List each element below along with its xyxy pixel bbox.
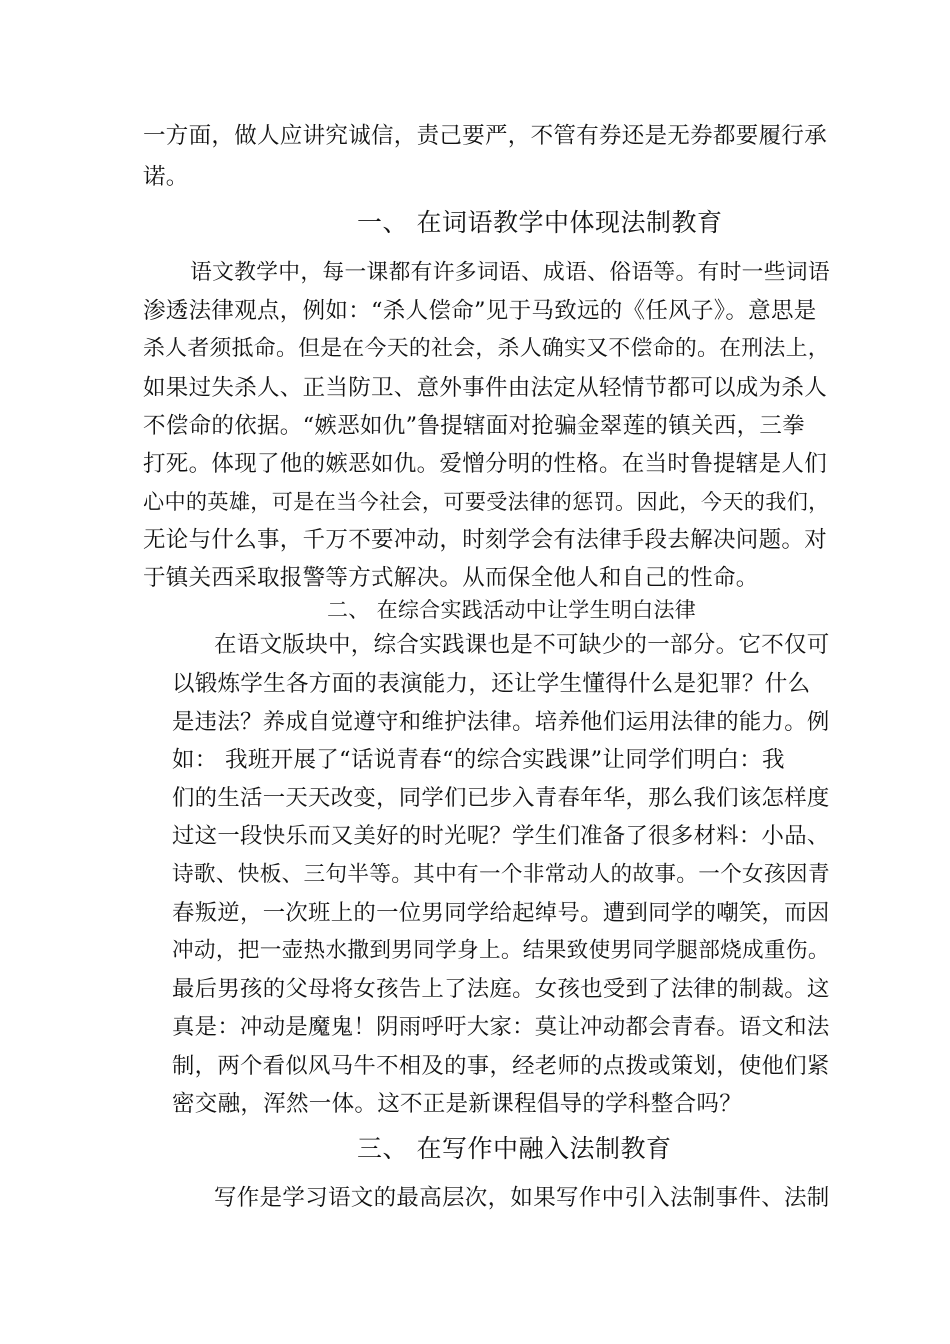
text-line: 冲动，把一壶热水撒到男同学身上。结果致使男同学腿部烧成重伤。 [172,938,830,963]
text-line: 一方面，做人应讲究诚信，责己要严，不管有券还是无券都要履行承 [143,123,828,149]
text-line: 们的生活一天天改变，同学们已步入青春年华，那么我们该怎样度 [172,785,830,811]
text-line: 最后男孩的父母将女孩告上了法庭。女孩也受到了法律的制裁。这 [172,976,830,1002]
section-heading-3: 三、 在写作中融入法制教育 [357,1134,672,1163]
text-line: 无论与什么事，千万不要冲动，时刻学会有法律手段去解决问题。对 [143,527,828,553]
text-line: 真是：冲动是魔鬼！阴雨呼吁大家：莫让冲动都会青春。语文和法 [172,1014,830,1040]
text-line: 杀人者须抵命。但是在今天的社会，杀人确实又不偿命的。在刑法上， [143,336,830,361]
text-line: 如： 我班开展了“话说青春“的综合实践课”让同学们明白：我 [172,747,785,773]
text-line: 心中的英雄，可是在当今社会，可要受法律的惩罚。因此，今天的我们， [143,489,830,514]
text-line: 于镇关西采取报警等方式解决。从而保全他人和自己的性命。 [143,565,759,591]
text-line: 语文教学中，每一课都有许多词语、成语、俗语等。有时一些词语 [190,260,830,285]
text-line: 在语文版块中，综合实践课也是不可缺少的一部分。它不仅可 [214,632,830,658]
text-line: 是违法？养成自觉遵守和维护法律。培养他们运用法律的能力。例 [172,709,830,735]
text-line: 不偿命的依据。“嫉恶如仇”鲁提辖面对抢骗金翠莲的镇关西，三拳 [143,413,806,439]
text-line: 如果过失杀人、正当防卫、意外事件由法定从轻情节都可以成为杀人 [143,375,828,401]
section-heading-1: 一、 在词语教学中体现法制教育 [357,208,723,237]
text-line: 过这一段快乐而又美好的时光呢？学生们准备了很多材料：小品、 [172,823,830,849]
text-line: 制，两个看似风马牛不相及的事，经老师的点拨或策划，使他们紧 [172,1053,830,1079]
text-line: 密交融，浑然一体。这不正是新课程倡导的学科整合吗？ [172,1091,743,1117]
text-line: 以锻炼学生各方面的表演能力，还让学生懂得什么是犯罪？什么 [172,671,811,697]
text-line: 渗透法律观点，例如：“杀人偿命”见于马致远的《任风子》。意思是 [143,298,817,324]
text-line: 打死。体现了他的嫉恶如仇。爱憎分明的性格。在当时鲁提辖是人们 [143,451,828,477]
text-line: 春叛逆，一次班上的一位男同学给起绰号。遭到同学的嘲笑，而因 [172,900,830,926]
text-line: 诺。 [143,164,189,190]
text-line: 写作是学习语文的最高层次，如果写作中引入法制事件、法制 [214,1185,830,1211]
text-line: 诗歌、快板、三句半等。其中有一个非常动人的故事。一个女孩因青 [172,862,830,887]
section-heading-2: 二、 在综合实践活动中让学生明白法律 [327,598,697,622]
